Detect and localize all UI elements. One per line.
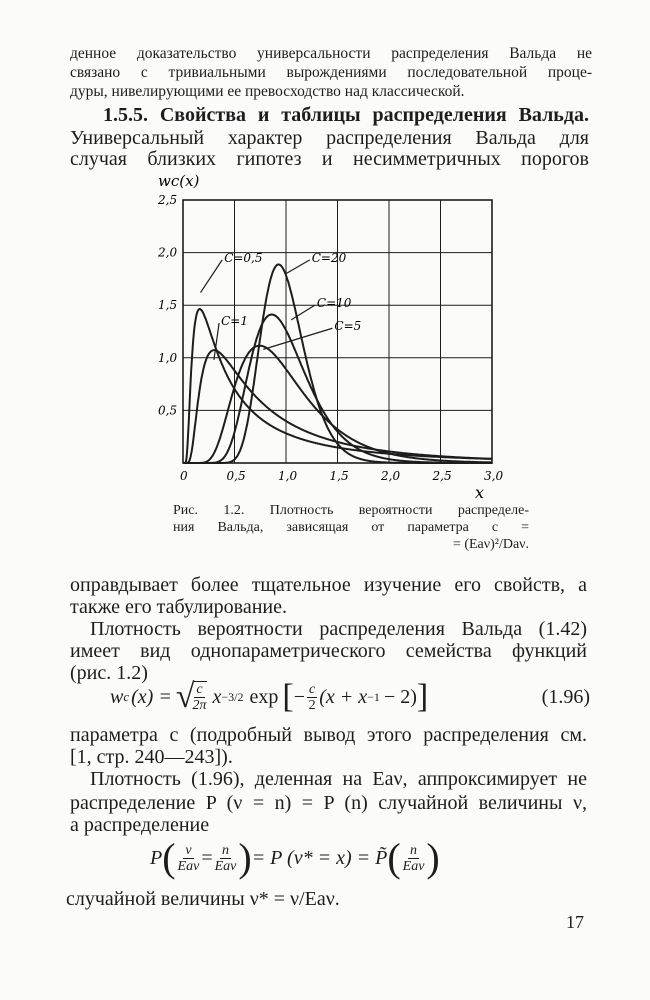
eq1-lhs: w bbox=[110, 685, 124, 708]
curve-label: C=5 bbox=[334, 319, 362, 334]
eq2-P1: P bbox=[150, 846, 163, 869]
paragraph-1-line-2: также его табулирование. bbox=[70, 596, 288, 618]
x-tick-label: 2,5 bbox=[432, 469, 452, 483]
x-tick-label: 0,5 bbox=[226, 469, 246, 483]
right-paren-icon: ) bbox=[238, 835, 252, 880]
eq2-f1-num: ν bbox=[185, 842, 192, 858]
paragraph-2-line-2: имеет вид однопараметрического семейства функций bbox=[70, 640, 587, 662]
paragraph-4-line-3: а распределение bbox=[70, 814, 210, 836]
figure-caption-formula: = (Eaν)²/Daν. bbox=[452, 537, 529, 552]
section-heading bbox=[103, 104, 589, 126]
curve-label: C=10 bbox=[316, 296, 352, 311]
section-line-2: случая близких гипотез и несимметричных порогов bbox=[70, 148, 589, 170]
eq1-sqrt-num: c bbox=[196, 682, 203, 697]
x-tick-label: 1,0 bbox=[278, 469, 298, 483]
page-number: 17 bbox=[566, 912, 584, 932]
eq1-arg: (x) = bbox=[131, 685, 172, 708]
chart-ylabel: wс(x) bbox=[158, 172, 200, 190]
leader-line bbox=[286, 260, 310, 274]
leader-line bbox=[201, 260, 223, 293]
curve-label: C=20 bbox=[311, 250, 347, 265]
intro-line-3: дуры, нивелирующими ее превосходство над классической. bbox=[70, 83, 465, 100]
eq1-power-exp: −3/2 bbox=[221, 689, 244, 704]
y-tick-label: 1,0 bbox=[158, 350, 178, 365]
eq1-paren: (x + x bbox=[319, 685, 368, 708]
intro-line-1: денное доказательство универсальности распределения Вальда не bbox=[70, 45, 592, 62]
figure-caption-line-2: ния Вальда, зависящая от параметра c = bbox=[173, 520, 529, 535]
x-tick-label: 3,0 bbox=[484, 469, 504, 483]
x-tick-label: 2,0 bbox=[381, 469, 401, 483]
eq1-sqrt-fraction bbox=[193, 681, 207, 713]
eq1-minus: − bbox=[293, 685, 306, 708]
paragraph-4-line-1: Плотность (1.96), деленная на Eaν, аппроксимирует не bbox=[90, 768, 587, 790]
left-paren-icon: ( bbox=[162, 835, 176, 880]
chart-xlabel: x bbox=[475, 483, 485, 502]
wald-density-chart bbox=[150, 168, 520, 508]
eq2-f2-num: n bbox=[221, 842, 229, 858]
last-line: случайной величины ν* = ν/Eaν. bbox=[66, 888, 340, 910]
eq2-f1-den: Eaν bbox=[177, 858, 200, 874]
intro-line-2: связано с тривиальными вырождениями последовательной проце- bbox=[70, 64, 592, 81]
eq2-f3-num: n bbox=[410, 842, 418, 858]
leader-line bbox=[263, 328, 332, 349]
eq2-fraction-2 bbox=[215, 843, 237, 874]
equation-2 bbox=[150, 832, 550, 884]
x-tick-label: 0 bbox=[180, 469, 188, 483]
y-tick-label: 2,0 bbox=[158, 245, 178, 260]
eq1-fraction bbox=[307, 682, 317, 713]
left-bracket-icon: [ bbox=[282, 678, 294, 715]
eq2-fraction-3 bbox=[403, 843, 425, 874]
eq1-exp: exp bbox=[249, 685, 279, 708]
y-tick-label: 2,5 bbox=[158, 193, 178, 207]
eq2-eq-a: = bbox=[201, 846, 213, 869]
eq1-sqrt-den: 2π bbox=[192, 698, 207, 713]
section-number: 1.5.5. bbox=[103, 104, 148, 126]
eq1-paren-end: − 2) bbox=[383, 685, 417, 708]
curve-label: C=1 bbox=[221, 313, 248, 328]
eq2-f3-den: Eaν bbox=[402, 858, 425, 874]
paragraph-3-line-2: [1, стр. 240—243]). bbox=[70, 746, 233, 768]
equation-1-96 bbox=[110, 672, 590, 722]
y-tick-label: 0,5 bbox=[158, 403, 178, 418]
eq1-frac-den: 2 bbox=[308, 697, 316, 713]
sqrt-sign-icon: √ bbox=[175, 678, 195, 715]
right-paren-icon-2: ) bbox=[426, 835, 440, 880]
eq2-f2-den: Eaν bbox=[214, 858, 237, 874]
eq1-number: (1.96) bbox=[541, 685, 590, 708]
paragraph-3-line-1: параметра c (подробный вывод этого распределения см. bbox=[70, 724, 587, 746]
eq2-P2: P̃ bbox=[375, 846, 388, 869]
curve-label: C=0,5 bbox=[224, 250, 263, 265]
eq1-sub: c bbox=[123, 689, 130, 704]
paragraph-2-line-1: Плотность вероятности распределения Вальда (1.42) bbox=[90, 618, 587, 640]
eq1-frac-num: c bbox=[309, 681, 316, 697]
paragraph-2-line-3: (рис. 1.2) bbox=[70, 662, 148, 684]
section-line-1: Универсальный характер распределения Вальда для bbox=[70, 127, 589, 149]
eq2-fraction-1 bbox=[178, 843, 200, 874]
paragraph-1-line-1: оправдывает более тщательное изучение его свойств, а bbox=[70, 574, 587, 596]
paragraph-4-line-2: распределение P (ν = n) = P (n) случайной величины ν, bbox=[70, 792, 587, 814]
figure-caption-line-1: Рис. 1.2. Плотность вероятности распределе- bbox=[173, 503, 529, 518]
y-tick-label: 1,5 bbox=[158, 298, 178, 313]
eq2-mid: = P (ν* = x) = bbox=[251, 846, 376, 869]
x-tick-label: 1,5 bbox=[329, 469, 349, 483]
right-bracket-icon: ] bbox=[416, 678, 429, 715]
section-title: Свойства и таблицы распределения Вальда. bbox=[159, 104, 590, 126]
left-paren-icon-2: ( bbox=[387, 835, 401, 880]
eq1-power: x bbox=[212, 685, 222, 708]
eq1-paren-exp: −1 bbox=[367, 689, 380, 704]
